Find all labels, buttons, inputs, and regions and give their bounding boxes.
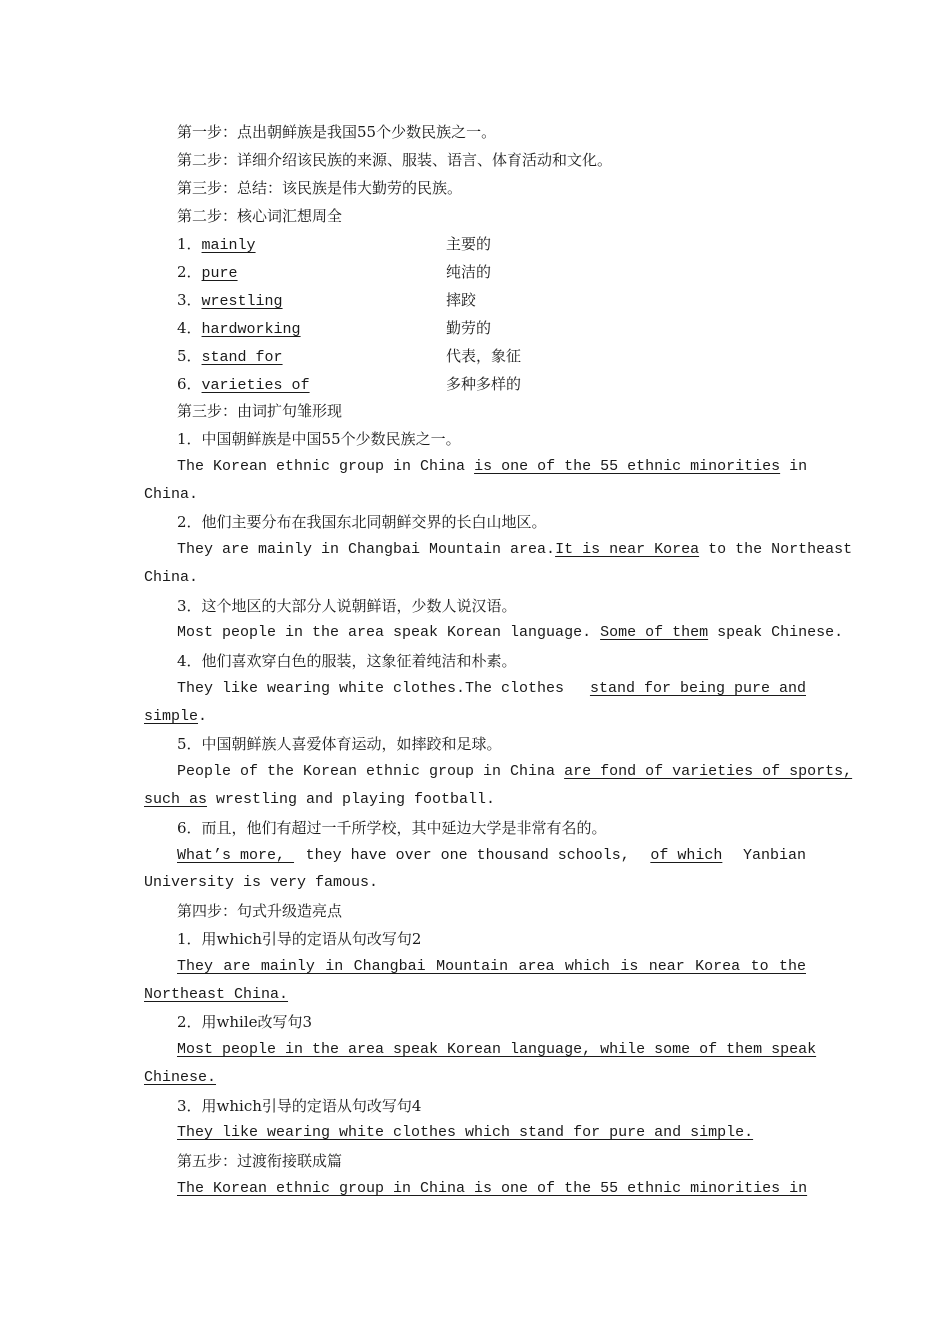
heading-vocab: 第二步：核心词汇想周全	[177, 207, 343, 225]
sentence-cn: 6．而且，他们有超过一千所学校，其中延边大学是非常有名的。	[177, 819, 607, 837]
step2-detail: 第二步：详细介绍该民族的来源、服装、语言、体育活动和文化。	[177, 151, 613, 169]
vocab-cn: 多种多样的	[446, 375, 522, 393]
vocab-item: 1．mainly	[177, 235, 256, 254]
sentence-cn: 3．这个地区的大部分人说朝鲜语，少数人说汉语。	[177, 597, 517, 615]
step3-summary: 第三步：总结：该民族是伟大勤劳的民族。	[177, 179, 463, 197]
sentence-en: What’s more, they have over one thousand schools, of which Yanbian	[177, 847, 806, 864]
vocab-item: 5．stand for	[177, 347, 283, 366]
heading-final: 第五步：过渡衔接联成篇	[177, 1152, 343, 1170]
sentence-en-cont: such as wrestling and playing football.	[144, 791, 496, 808]
sentence-en: The Korean ethnic group in China is one of the 55 ethnic minorities in	[177, 458, 808, 475]
vocab-item: 3．wrestling	[177, 291, 283, 310]
vocab-en: stand for	[201, 349, 283, 366]
heading-upgrade: 第四步：句式升级造亮点	[177, 902, 343, 920]
sentence-en: Most people in the area speak Korean language. Some of them speak Chinese.	[177, 624, 844, 641]
upgrade-question: 3．用which引导的定语从句改写句4	[177, 1097, 422, 1115]
sentence-en-cont: China.	[144, 486, 199, 503]
sentence-cn: 2．他们主要分布在我国东北同朝鲜交界的长白山地区。	[177, 513, 547, 531]
upgrade-answer-cont: Chinese.	[144, 1069, 217, 1086]
sentence-en: People of the Korean ethnic group in China are fond of varieties of sports,	[177, 763, 853, 780]
vocab-en: pure	[201, 265, 238, 282]
sentence-en: They like wearing white clothes.The clothes stand for being pure and	[177, 680, 806, 697]
upgrade-answer: Most people in the area speak Korean language, while some of them speak	[177, 1041, 817, 1058]
sentence-en-cont: University is very famous.	[144, 874, 379, 891]
sentence-cn: 1．中国朝鲜族是中国55个少数民族之一。	[177, 430, 461, 448]
vocab-item: 2．pure	[177, 263, 238, 282]
vocab-en: hardworking	[201, 321, 301, 338]
upgrade-question: 1．用which引导的定语从句改写句2	[177, 930, 422, 948]
sentence-en: They are mainly in Changbai Mountain area. It is near Korea to the Northeast	[177, 541, 853, 558]
vocab-cn: 勤劳的	[446, 319, 492, 337]
step1-point: 第一步：点出朝鲜族是我国55个少数民族之一。	[177, 123, 497, 141]
upgrade-question: 2．用while改写句3	[177, 1013, 313, 1031]
heading-sentences: 第三步：由词扩句雏形现	[177, 402, 343, 420]
vocab-en: wrestling	[201, 293, 283, 310]
vocab-item: 4．hardworking	[177, 319, 301, 338]
vocab-cn: 代表，象征	[446, 347, 522, 365]
upgrade-answer-cont: Northeast China.	[144, 986, 289, 1003]
sentence-cn: 5．中国朝鲜族人喜爱体育运动，如摔跤和足球。	[177, 735, 502, 753]
vocab-cn: 摔跤	[446, 291, 477, 309]
vocab-en: varieties of	[201, 377, 310, 394]
sentence-en-cont: China.	[144, 569, 199, 586]
vocab-item: 6．varieties of	[177, 375, 310, 394]
final-paragraph: The Korean ethnic group in China is one of the 55 ethnic minorities in	[177, 1180, 808, 1197]
vocab-cn: 主要的	[446, 235, 492, 253]
sentence-cn: 4．他们喜欢穿白色的服装，这象征着纯洁和朴素。	[177, 652, 517, 670]
vocab-cn: 纯洁的	[446, 263, 492, 281]
upgrade-answer: They are mainly in Changbai Mountain area which is near Korea to the	[177, 958, 806, 975]
upgrade-answer: They like wearing white clothes which stand for pure and simple.	[177, 1124, 754, 1141]
vocab-en: mainly	[201, 237, 256, 254]
sentence-en-cont: simple.	[144, 708, 208, 725]
